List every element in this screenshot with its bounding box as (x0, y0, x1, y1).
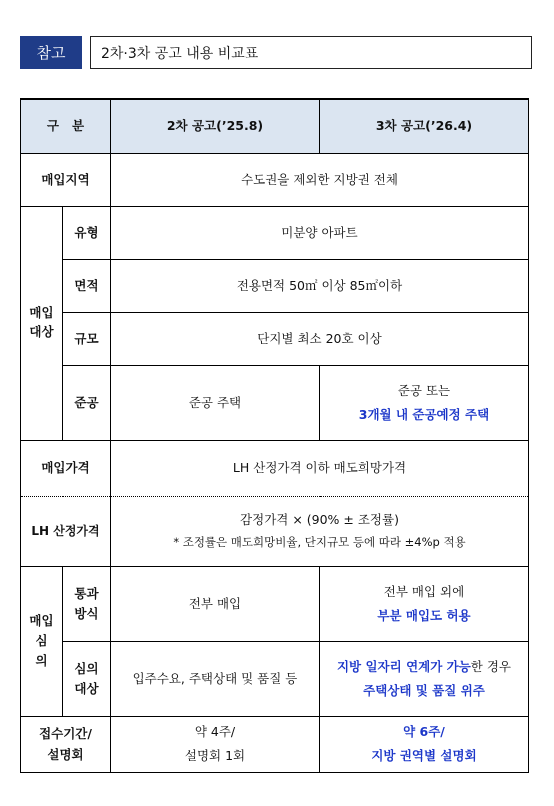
table-row (21, 206, 529, 259)
row-label-review-subject: 심의 대상 (63, 641, 111, 716)
period-2nd-line2: 설명회 1회 (184, 748, 246, 763)
table-row (21, 641, 529, 716)
type-value: 미분양 아파트 (111, 206, 529, 259)
row-label-type: 유형 (63, 206, 111, 259)
period-3rd (320, 716, 529, 772)
pass-3rd (320, 566, 529, 641)
row-label-scale: 규모 (63, 312, 111, 365)
table-row (21, 566, 529, 641)
period-3rd-line1: 약 6주/ (403, 724, 445, 740)
title-row (20, 36, 532, 69)
pass-3rd-line2: 부분 매입도 허용 (377, 607, 471, 623)
completion-3rd-line1: 준공 또는 (397, 382, 451, 398)
comparison-table (20, 98, 529, 773)
row-label-lh-price: LH 산정가격 (21, 496, 111, 566)
price-value: LH 산정가격 이하 매도희망가격 (111, 440, 529, 496)
lh-price-formula: 감정가격 × (90% ± 조정률) (240, 512, 399, 528)
header-category: 구 분 (21, 99, 111, 153)
subject-3rd-highlight: 지방 일자리 연계가 가능 (336, 658, 471, 674)
region-value: 수도권을 제외한 지방권 전체 (111, 153, 529, 206)
row-label-region: 매입지역 (21, 153, 111, 206)
completion-2nd: 준공 주택 (111, 365, 320, 440)
row-label-area: 면적 (63, 259, 111, 312)
table-row (21, 365, 529, 440)
row-label-pass-method: 통과 방식 (63, 566, 111, 641)
subject-3rd-line2: 주택상태 및 품질 위주 (363, 682, 485, 698)
subject-3rd-line1 (322, 655, 526, 679)
table-row (21, 440, 529, 496)
subject-3rd-rest: 한 경우 (470, 658, 511, 674)
row-label-completion: 준공 (63, 365, 111, 440)
table-header-row (21, 99, 529, 153)
table-row (21, 259, 529, 312)
scale-value: 단지별 최소 20호 이상 (111, 312, 529, 365)
row-label-price: 매입가격 (21, 440, 111, 496)
completion-3rd-line2: 3개월 내 준공예정 주택 (358, 406, 490, 422)
subject-3rd (320, 641, 529, 716)
reference-tag: 참고 (20, 36, 82, 69)
pass-2nd: 전부 매입 (111, 566, 320, 641)
header-2nd-notice: 2차 공고(’25.8) (111, 99, 320, 153)
table-row (21, 496, 529, 566)
table-row (21, 716, 529, 772)
pass-3rd-line1: 전부 매입 외에 (383, 583, 465, 599)
completion-3rd (320, 365, 529, 440)
subject-2nd: 입주수요, 주택상태 및 품질 등 (111, 641, 320, 716)
group-label-purchase-target: 매입 대상 (21, 206, 63, 440)
table-row (21, 153, 529, 206)
table-row (21, 312, 529, 365)
group-label-purchase-review: 매입심 의 (21, 566, 63, 716)
period-2nd (111, 716, 320, 772)
area-value: 전용면적 50㎡ 이상 85㎡이하 (111, 259, 529, 312)
document-title: 2차·3차 공고 내용 비교표 (90, 36, 532, 69)
period-3rd-line2: 지방 권역별 설명회 (371, 748, 477, 763)
lh-price-note: * 조정률은 매도희망비율, 단지규모 등에 따라 ±4%p 적용 (173, 534, 466, 549)
lh-price-value (111, 496, 529, 566)
row-label-period: 접수기간/ 설명회 (21, 716, 111, 772)
header-3rd-notice: 3차 공고(’26.4) (320, 99, 529, 153)
period-2nd-line1: 약 4주/ (194, 724, 236, 740)
